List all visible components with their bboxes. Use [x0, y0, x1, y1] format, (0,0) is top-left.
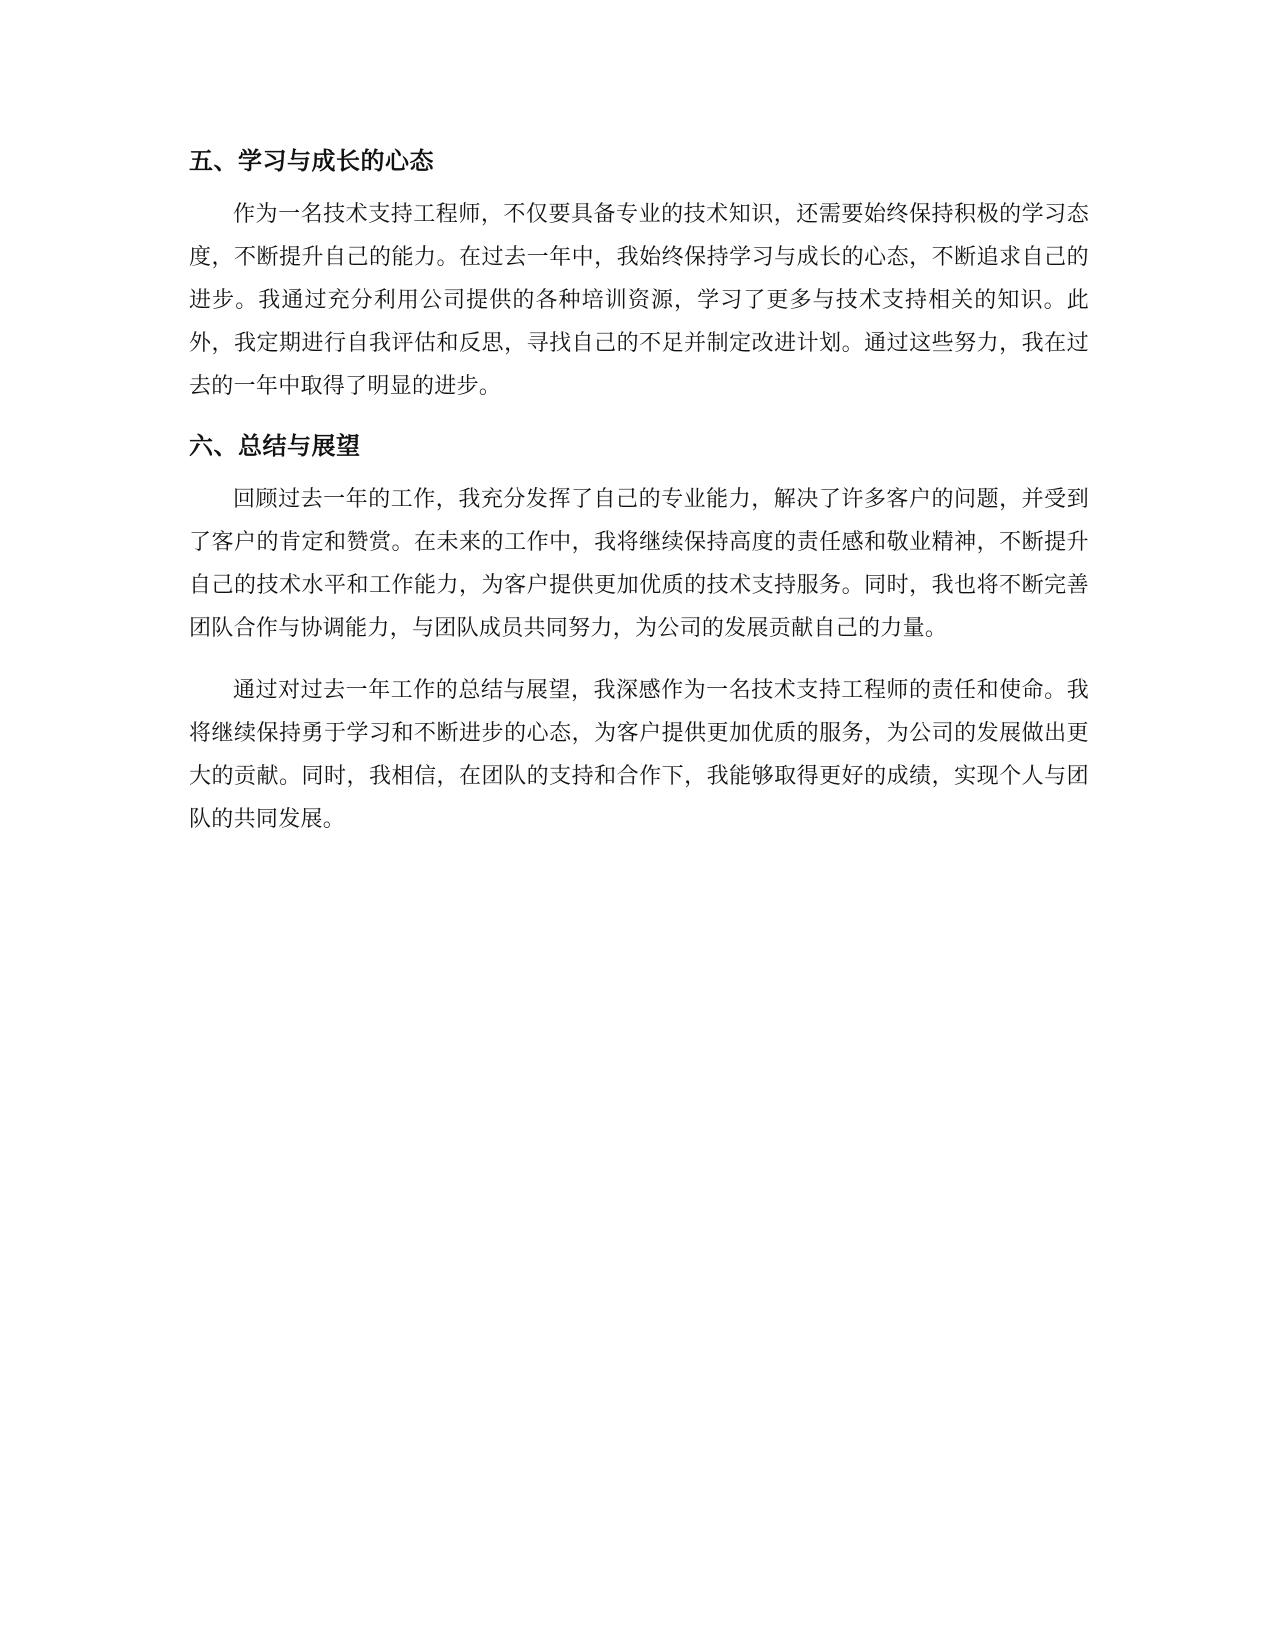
document-page: [189, 145, 1089, 841]
paragraph-summary-review: 回顾过去一年的工作，我充分发挥了自己的专业能力，解决了许多客户的问题，并受到了客户的肯定和赞赏。在未来的工作中，我将继续保持高度的责任感和敬业精神，不断提升自己的技术水平和工作能力，为客户提供更加优质的技术支持服务。同时，我也将不断完善团队合作与协调能力，与团队成员共同努力，为公司的发展贡献自己的力量。: [189, 487, 1089, 641]
paragraph-summary-conclusion: 通过对过去一年工作的总结与展望，我深感作为一名技术支持工程师的责任和使命。我将继续保持勇于学习和不断进步的心态，为客户提供更加优质的服务，为公司的发展做出更大的贡献。同时，我相信，在团队的支持和合作下，我能够取得更好的成绩，实现个人与团队的共同发展。: [189, 678, 1089, 832]
section-heading-summary-outlook: 六、总结与展望: [189, 432, 361, 460]
section-heading-learning-growth: 五、学习与成长的心态: [189, 147, 434, 175]
paragraph-learning-growth: 作为一名技术支持工程师，不仅要具备专业的技术知识，还需要始终保持积极的学习态度，不断提升自己的能力。在过去一年中，我始终保持学习与成长的心态，不断追求自己的进步。我通过充分利用公司提供的各种培训资源，学习了更多与技术支持相关的知识。此外，我定期进行自我评估和反思，寻找自己的不足并制定改进计划。通过这些努力，我在过去的一年中取得了明显的进步。: [189, 202, 1089, 399]
